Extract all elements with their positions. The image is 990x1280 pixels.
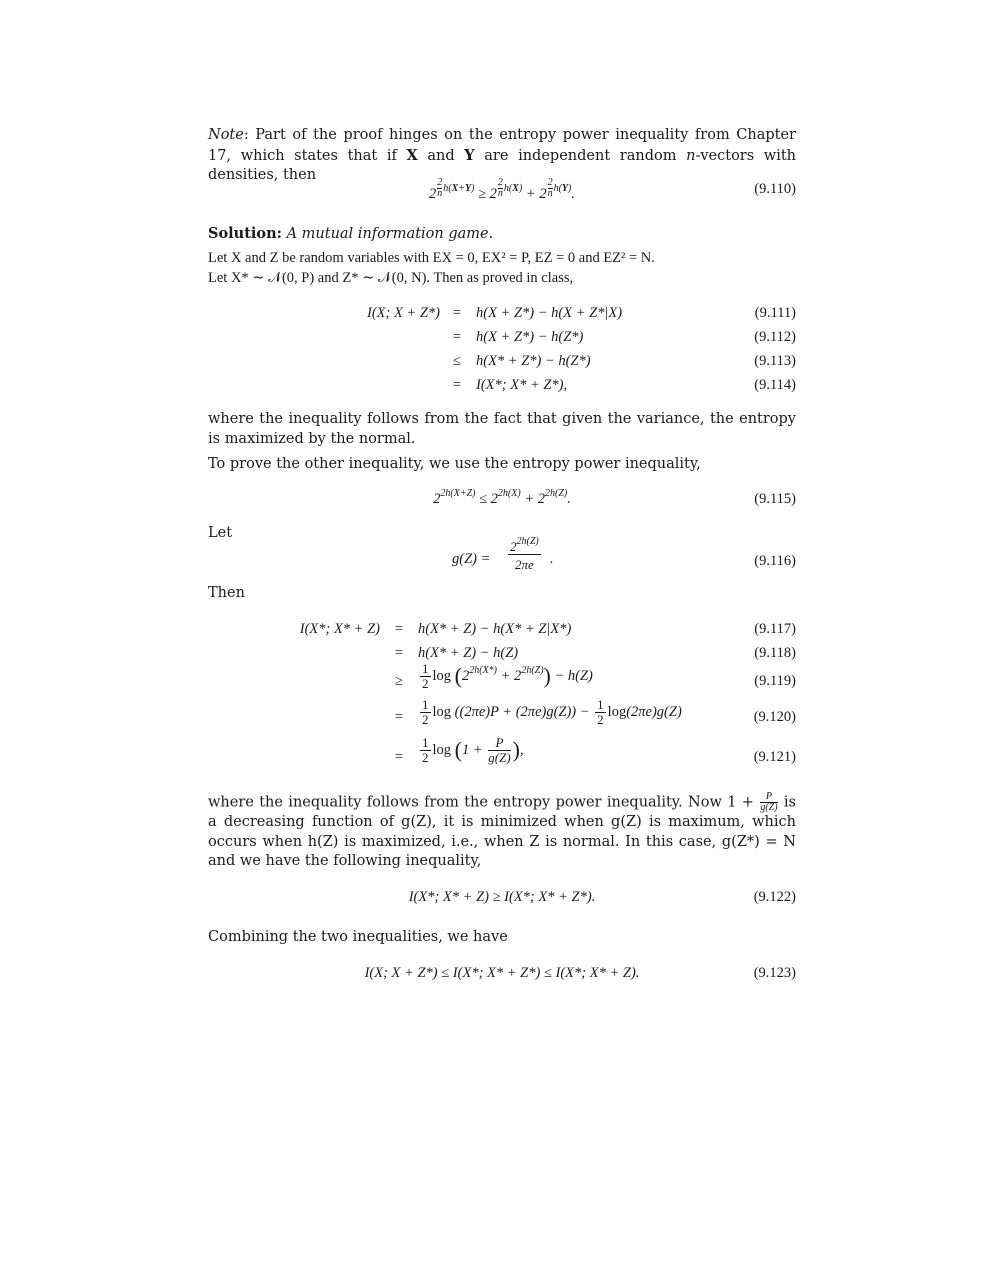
align1-row: = h(X + Z*) − h(Z*) (9.112) [452,329,796,345]
solution-heading [208,224,493,245]
equation-9-116: g(Z) = $\frac{2^{2h(Z)}}{2\pi e}$ . (9.116) [452,536,796,572]
epi-intro: To prove the other inequality, we use the entropy power inequality, [208,456,701,472]
align1-row: = h(X + Z*) − h(X + Z*|X) (9.111) [452,305,796,321]
equation-9-110: 2 $^{\frac{2}{n} h(X+Y)}$ ≥ 2 $^{\frac{2}{n} h(X)}$ + 2 $^{\frac{2}{n} h(Y)}$. (9.110) [428,177,796,202]
aligned-equations-9-111-to-9-114 [208,302,796,398]
align2-lhs: I(X*; X* + Z) [299,621,380,637]
align1-lhs: I(X; X + Z*) [366,305,440,321]
align1-row: ≤ h(X* + Z*) − h(Z*) (9.113) [453,353,796,369]
align1-row: = I(X*; X* + Z*), (9.114) [452,377,796,393]
align2-row: = $\frac{1}{2}$ log ((2πe)P + (2πe)g(Z)) − $\frac{1}{2}$ log(2πe)g(Z) (9.120) [394,697,796,727]
align2-row: = h(X* + Z) − h(X* + Z|X*) (9.117) [394,621,796,637]
let-label: Let [208,525,233,541]
note-paragraph: Note: Part of the proof hinges on the entropy power inequality from Chapter 17, which states that if X and Y are independent random n-vectors with densities, then [208,127,797,183]
inequality-explanation: where the inequality follows from the fact that given the variance, the entropy is maximized by the normal. [208,411,796,447]
equation-9-122: I(X*; X* + Z) ≥ I(X*; X* + Z*). (9.122) [408,889,796,905]
combining-paragraph: Combining the two inequalities, we have [208,929,508,945]
align2-row: = $\frac{1}{2}$ log (1 + $\frac{P}{g(Z)}$ ), (9.121) [394,735,796,765]
then-label: Then [208,585,245,601]
aligned-equations-9-117-to-9-121 [208,618,796,783]
decreasing-function-paragraph: where the inequality follows from the entropy power inequality. Now 1 + $\frac{P}{g(Z)}$ is a decreasing function of g(Z), it is minimized when g(Z) is maximum, which occurs when h(Z) is maximized, i.e., when Z is normal. In this case, g(Z*) = N and we have the following inequality, [208,791,796,869]
intro-paragraph: Let X and Z be random variables with EX = 0, EX² = P, EZ = 0 and EZ² = N. Let X* ∼ 𝒩(0, P) and Z* ∼ 𝒩(0, N). Then as proved in class, [208,250,655,286]
equation-9-123: I(X; X + Z*) ≤ I(X*; X* + Z*) ≤ I(X*; X* + Z). (9.123) [364,965,796,981]
equation-9-115: $2^{2h(X+Z)} \le 2^{2h(X)} + 2^{2h(Z)}$. (9.115) [433,488,796,507]
note-label: Note [208,127,244,143]
align2-row: = h(X* + Z) − h(Z) (9.118) [394,645,796,661]
equation-number: (9.110) [754,181,796,197]
solution-title: A mutual information game. [286,226,494,242]
align2-row: ≥ $\frac{1}{2}$ $\log (2^{2h(X*)} + 2^{2h(Z)}) - h(Z)$ (9.119) [395,661,796,691]
solution-label: Solution: [208,225,282,242]
